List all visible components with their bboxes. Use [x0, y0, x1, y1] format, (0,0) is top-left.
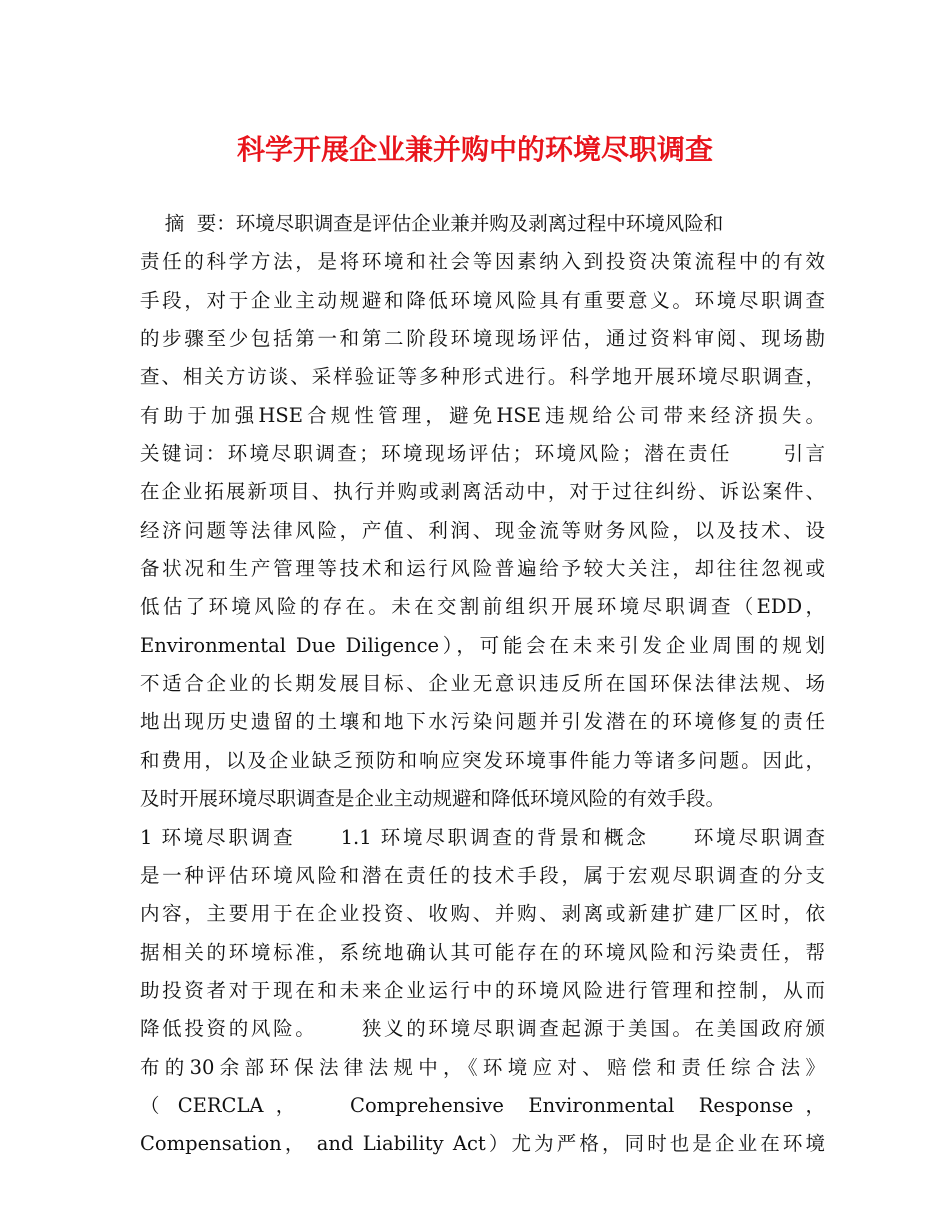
document-title: 科学开展企业兼并购中的环境尽职调查 [236, 133, 713, 166]
body-line: 的步骤至少包括第一和第二阶段环境现场评估，通过资料审阅、现场勘 [140, 327, 825, 351]
body-line: Compensation， and Liability Act）尤为严格，同时也是企业在环境 [140, 1132, 825, 1156]
body-line: 备状况和生产管理等技术和运行风险普遍给予较大关注，却往往忽视或 [140, 557, 825, 581]
body-line: 手段，对于企业主动规避和降低环境风险具有重要意义。环境尽职调查 [140, 288, 825, 312]
body-line: 降低投资的风险。 狭义的环境尽职调查起源于美国。在美国政府颁 [140, 1017, 825, 1041]
body-line: 在企业拓展新项目、执行并购或剥离活动中，对于过往纠纷、诉讼案件、 [140, 480, 825, 504]
body-line: 布的30余部环保法律法规中，《环境应对、赔偿和责任综合法》 [140, 1055, 825, 1079]
body-line: 低估了环境风险的存在。未在交割前组织开展环境尽职调查（EDD， [140, 595, 825, 619]
body-line: 经济问题等法律风险，产值、利润、现金流等财务风险，以及技术、设 [140, 518, 825, 542]
body-line: 责任的科学方法，是将环境和社会等因素纳入到投资决策流程中的有效 [140, 250, 825, 274]
body-line: 关键词：环境尽职调查；环境现场评估；环境风险；潜在责任 引言 [140, 442, 825, 466]
body-line: 1 环境尽职调查 1.1 环境尽职调查的背景和概念 环境尽职调查 [140, 825, 825, 849]
body-line: 和费用，以及企业缺乏预防和响应突发环境事件能力等诸多问题。因此， [140, 748, 825, 772]
body-line: 据相关的环境标准，系统地确认其可能存在的环境风险和污染责任，帮 [140, 940, 825, 964]
body-line: （ CERCLA ， Comprehensive Environmental Response ， [140, 1093, 825, 1117]
body-line: 是一种评估环境风险和潜在责任的技术手段，属于宏观尽职调查的分支 [140, 863, 825, 887]
body-line: 地出现历史遗留的土壤和地下水污染问题并引发潜在的环境修复的责任 [140, 710, 825, 734]
body-line: 查、相关方访谈、采样验证等多种形式进行。科学地开展环境尽职调查， [140, 365, 825, 389]
body-line: 不适合企业的长期发展目标、企业无意识违反所在国环保法律法规、场 [140, 672, 825, 696]
body-line: Environmental Due Diligence），可能会在未来引发企业周围的规划 [140, 633, 825, 657]
body-line: 摘 要：环境尽职调查是评估企业兼并购及剥离过程中环境风险和 [140, 212, 724, 235]
body-line: 助投资者对于现在和未来企业运行中的环境风险进行管理和控制，从而 [140, 978, 825, 1002]
body-line: 有助于加强HSE合规性管理，避免HSE违规给公司带来经济损失。 [140, 403, 825, 427]
body-line: 及时开展环境尽职调查是企业主动规避和降低环境风险的有效手段。 [140, 787, 726, 811]
document-body [140, 205, 825, 1164]
body-line: 内容，主要用于在企业投资、收购、并购、剥离或新建扩建厂区时，依 [140, 902, 825, 926]
